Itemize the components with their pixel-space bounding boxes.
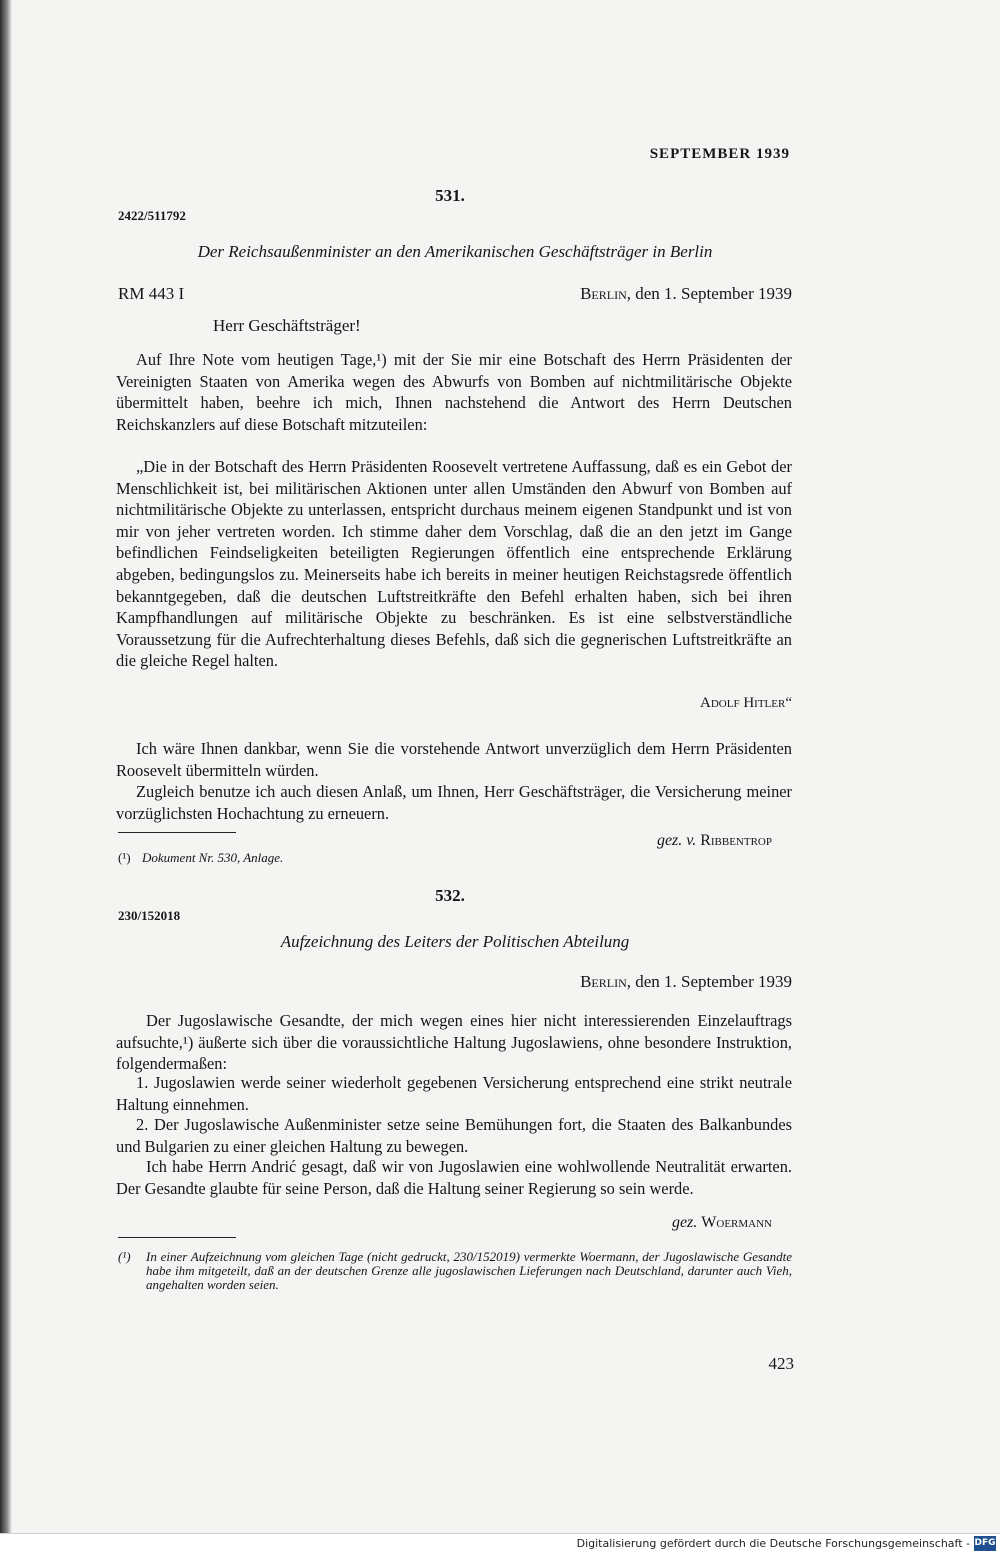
running-header-month: SEPTEMBER 1939 [649,146,790,162]
doc-532-signature [520,1214,772,1232]
doc-531-footnote-rule [118,832,236,833]
doc-531-quote-signature: Adolf Hitler“ [700,695,792,711]
doc-531-footnote [118,851,283,865]
doc-531-heading: Der Reichsaußenminister an den Amerikanischen Geschäftsträger in Berlin [197,242,713,261]
doc-532-footnote-text: In einer Aufzeichnung vom gleichen Tage (nicht gedruckt, 230/152019) vermerkte Woermann, der Jugoslawische Gesandte habe ihm mitgeteilt, daß an der deutschen Grenze alle jugoslawischen Lieferungen nach Deutschland, darunter auch Vieh, angehalten worden seien. [146,1249,792,1292]
doc-531-number: 531. [435,186,465,205]
dfg-logo-icon: DFG [974,1536,996,1551]
scan-gutter-shadow [0,0,12,1554]
doc-532-heading: Aufzeichnung des Leiters der Politischen Abteilung [280,932,630,951]
doc-532-signature-prefix: gez. [671,1214,702,1231]
doc-531-archive-ref: 2422/511792 [118,208,186,223]
doc-532-footnote-marker: (¹) [118,1249,131,1264]
doc-532-archive-ref: 230/152018 [118,908,181,923]
doc-531-paragraph-2: Ich wäre Ihnen dankbar, wenn Sie die vorstehende Antwort unverzüglich dem Herrn Präsidenten Roosevelt übermitteln würden. [116,739,792,780]
doc-531-footnote-marker: (¹) [118,850,131,865]
page-number: 423 [768,1354,794,1373]
doc-531-salutation: Herr Geschäftsträger! [213,316,361,335]
doc-532-signature-name: Woermann [701,1214,772,1231]
doc-531-signature-name: Ribbentrop [700,832,772,849]
doc-532-paragraph-1: Der Jugoslawische Gesandte, der mich wegen eines hier nicht interessierenden Einzelauftrags aufsuchte,¹) äußerte sich über die voraussichtliche Haltung Jugoslawiens, ohne besondere Instruktion, folgendermaßen: [116,1011,792,1074]
doc-531-signature [520,832,772,850]
doc-532-footnote-rule [118,1237,236,1238]
doc-531-paragraph-3: Zugleich benutze ich auch diesen Anlaß, um Ihnen, Herr Geschäftsträger, die Versicherung meiner vorzüglichsten Hochachtung zu erneuern. [116,782,792,823]
doc-531-footnote-text: Dokument Nr. 530, Anlage. [142,850,284,865]
digitization-credit: Digitalisierung gefördert durch die Deutsche Forschungsgemeinschaft - [576,1537,970,1550]
doc-532-point-2: 2. Der Jugoslawische Außenminister setze seine Bemühungen fort, die Staaten des Balkanbundes und Bulgarien zu einer gleichen Haltung zu bewegen. [116,1115,792,1156]
doc-531-place-date [580,284,792,304]
doc-532-date: , den 1. September 1939 [626,972,792,991]
doc-532-number: 532. [435,886,465,905]
digitization-footer [0,1533,1000,1555]
doc-532-paragraph-2: Ich habe Herrn Andrić gesagt, daß wir von Jugoslawien eine wohlwollende Neutralität erwarten. Der Gesandte glaubte für seine Person, daß die Haltung seiner Regierung so sein werde. [116,1157,792,1198]
doc-531-paragraph-1: Auf Ihre Note vom heutigen Tage,¹) mit der Sie mir eine Botschaft des Herrn Präsidenten der Vereinigten Staaten von Amerika wegen des Abwurfs von Bomben auf nichtmilitärische Objekte übermittelt haben, beehre ich mich, Ihnen nachstehend die Antwort des Herrn Deutschen Reichskanzlers auf diese Botschaft mitzuteilen: [116,350,792,434]
doc-531-date: , den 1. September 1939 [626,284,792,303]
doc-531-place: Berlin [580,284,627,303]
doc-531-quote: „Die in der Botschaft des Herrn Präsidenten Roosevelt vertretene Auffassung, daß es ein Gebot der Menschlichkeit ist, bei militärischen Aktionen unter allen Umständen den Abwurf von Bomben auf nichtmilitärische Objekte zu unterlassen, entspricht durchaus meinem eigenen Standpunkt und ist von mir von jeher vertreten worden. Ich stimme daher dem Vorschlag, daß die an den jetzt im Gange befindlichen Feindseligkeiten beteiligten Regierungen öffentlich eine entsprechende Erklärung abgeben, bedingungslos zu. Meinerseits habe ich bereits in meiner heutigen Reichstagsrede öffentlich bekanntgegeben, daß die deutschen Luftstreitkräfte den Befehl erhalten haben, sich bei ihren Kampfhandlungen auf militärische Objekte zu beschränken. Es ist eine selbstverständliche Voraussetzung für die Aufrechterhaltung dieses Befehls, daß sich die gegnerischen Luftstreitkräfte an die gleiche Regel halten. [116,457,792,671]
doc-531-file-number: RM 443 I [118,284,185,303]
doc-532-point-1: 1. Jugoslawien werde seiner wiederholt gegebenen Versicherung entsprechend eine strikt neutrale Haltung einnehmen. [116,1073,792,1114]
doc-532-place: Berlin [580,972,627,991]
doc-532-place-date [580,972,792,992]
doc-531-dateline [118,284,792,304]
doc-531-signature-prefix: gez. v. [656,832,701,849]
doc-532-dateline [118,972,792,992]
